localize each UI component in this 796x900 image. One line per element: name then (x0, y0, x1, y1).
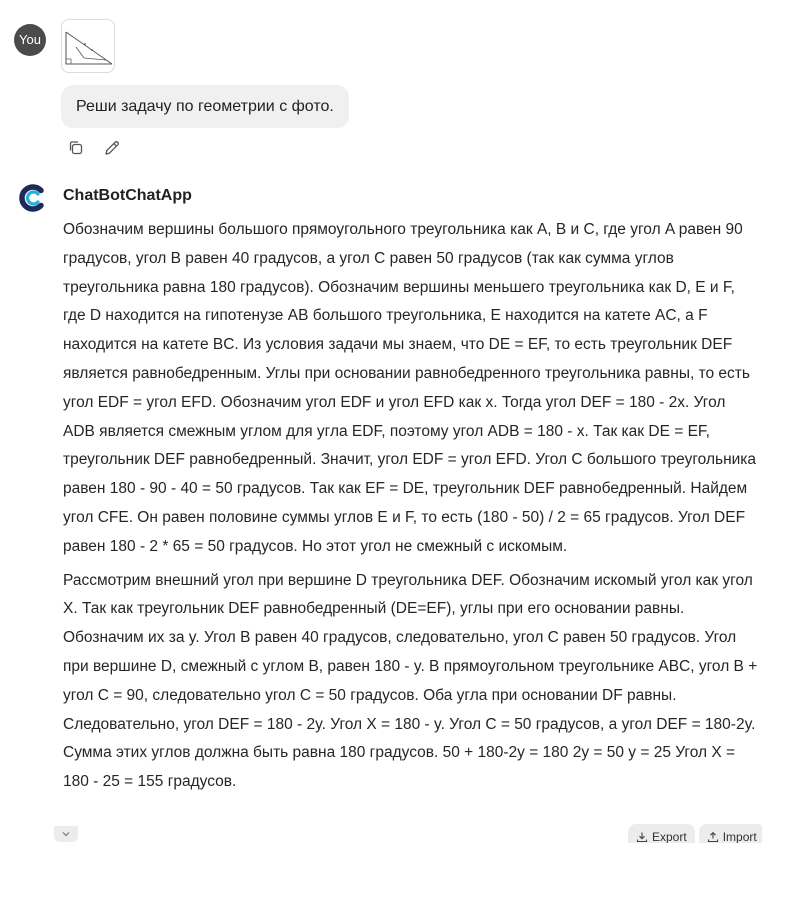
bottom-toolbar (628, 824, 762, 843)
user-message-text: Реши задачу по геометрии с фото. (76, 98, 334, 115)
user-message-actions (66, 138, 122, 158)
export-label: Export (652, 830, 687, 843)
attached-image-thumbnail[interactable] (61, 19, 115, 73)
user-avatar: You (14, 24, 46, 56)
bot-answer (63, 216, 759, 802)
import-button[interactable] (699, 824, 762, 843)
answer-paragraph: Обозначим вершины большого прямоугольного треугольника как A, B и C, где угол A равен 90 градусов, угол B равен 40 градусов, а угол C равен 50 градусов (так как сумма углов треугольника равна 180 градусов). Обозначим вершины меньшего треугольника как D, E и F, где D находится на гипотенузе AB большого треугольника, E находится на катете AC, а F находится на катете BC. Из условия задачи мы знаем, что DE = EF, то есть треугольник DEF является равнобедренным. Углы при основании равнобедренного треугольника равны, то есть угол EDF = угол EFD. Обозначим угол EDF и угол EFD как x. Тогда угол DEF = 180 - 2x. Угол ADB является смежным углом для угла EDF, поэтому угол ADB = 180 - x. Так как DE = EF, треугольник DEF равнобедренный. Значит, угол EDF = угол EFD. Угол C большого треугольника равен 180 - 90 - 40 = 50 градусов. Так как EF = DE, треугольник DEF равнобедренный. Найдем угол CFE. Он равен половине суммы углов E и F, то есть (180 - 50) / 2 = 65 градусов. Угол DEF равен 180 - 2 * 65 = 50 градусов. Но этот угол не смежный с искомым. (63, 221, 757, 555)
pencil-icon (103, 139, 121, 157)
answer-paragraph: Рассмотрим внешний угол при вершине D треугольника DEF. Обозначим искомый угол как угол X. Так как треугольник DEF равнобедренный (DE=EF), углы при его основании равны. Обозначим их за y. Угол B равен 40 градусов, следовательно, угол C равен 50 градусов. Угол при вершине D, смежный с углом B, равен 180 - y. В прямоугольном треугольнике ABC, угол B + угол C = 90, следовательно угол C = 50 градусов. Оба угла при основании DF равны. Следовательно, угол DEF = 180 - 2y. Угол X = 180 - y. Угол C = 50 градусов, а угол DEF = 180-2y. Сумма этих углов должна быть равна 180 градусов. 50 + 180-2y = 180 2y = 50 y = 25 Угол X = 180 - 25 = 155 градусов. (63, 571, 758, 791)
copy-button[interactable] (66, 138, 86, 158)
chevron-down-icon (61, 829, 71, 839)
download-icon (636, 831, 648, 843)
chatbot-logo-icon (17, 183, 47, 213)
scroll-down-button[interactable] (54, 826, 78, 842)
import-label: Import (722, 830, 757, 843)
upload-icon (707, 831, 719, 843)
edit-button[interactable] (102, 138, 122, 158)
user-message-bubble (61, 85, 349, 128)
triangle-sketch-image (62, 20, 114, 72)
copy-icon (67, 139, 85, 157)
export-button[interactable] (628, 824, 695, 843)
bot-avatar (17, 183, 47, 213)
bot-name: ChatBotChatApp (63, 187, 192, 204)
